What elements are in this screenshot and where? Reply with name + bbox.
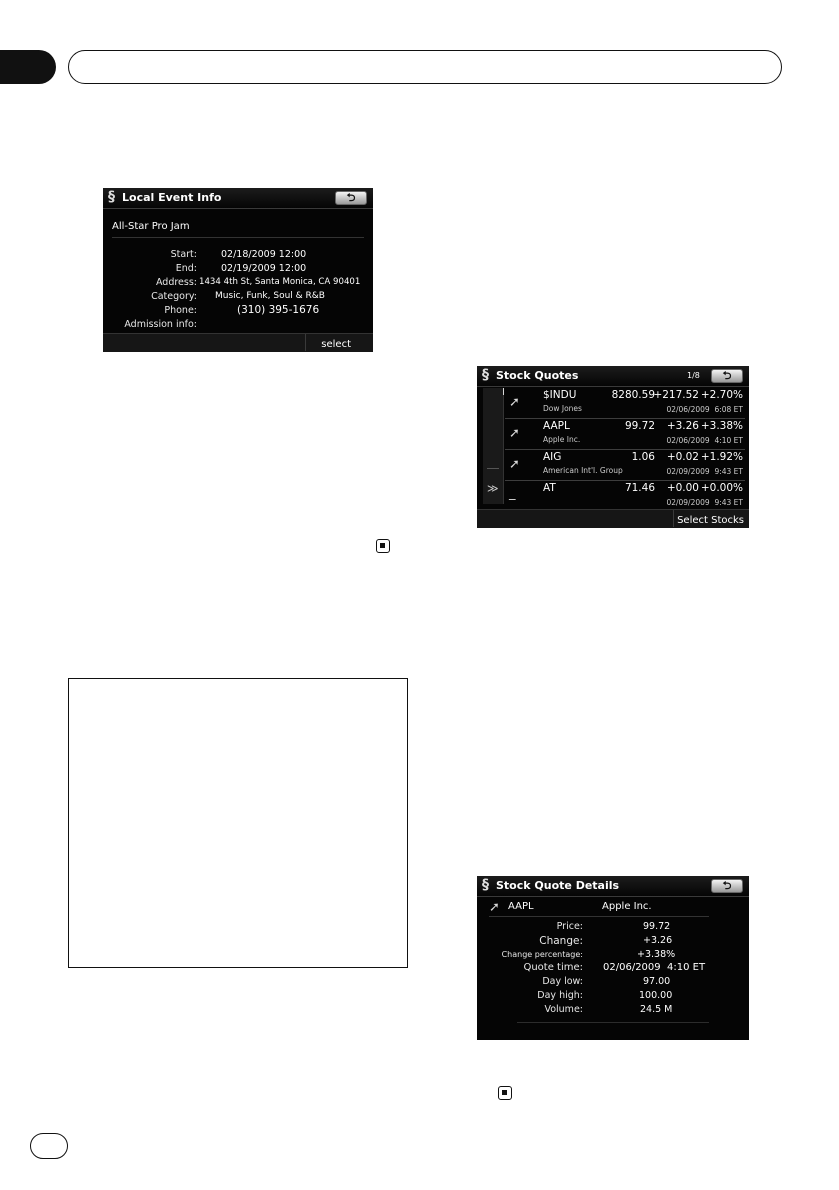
scrollbar[interactable] [483, 388, 504, 504]
field-label: End: [175, 263, 197, 274]
detail-label: Quote time: [523, 962, 583, 973]
detail-value: +3.26 [643, 935, 673, 946]
stock-change: +3.26 [666, 420, 699, 432]
detail-label: Volume: [544, 1004, 583, 1015]
title-bar [477, 876, 749, 897]
stock-date: 02/06/2009 [666, 436, 710, 445]
stock-percent: +0.00% [700, 482, 743, 494]
stock-symbol: AAPL [543, 420, 570, 432]
trend-up-arrow-icon: ➚ [509, 457, 520, 472]
stock-time: 6:08 ET [714, 405, 743, 414]
footer-bar [103, 333, 373, 352]
stock-price: 99.72 [624, 420, 655, 432]
field-label: Phone: [164, 305, 197, 316]
detail-value: +3.38% [637, 949, 676, 960]
stock-quote-details-screen [477, 876, 749, 1040]
back-button[interactable] [335, 191, 367, 205]
title-bar [103, 188, 373, 209]
back-button[interactable] [711, 879, 743, 893]
stock-time: 9:43 ET [714, 498, 743, 507]
back-button[interactable] [711, 369, 743, 383]
stock-name: Dow Jones [543, 404, 582, 413]
stock-percent: +1.92% [700, 451, 743, 463]
stock-date: 02/09/2009 [666, 467, 710, 476]
stock-symbol: $INDU [543, 389, 577, 401]
select-button[interactable]: select [321, 339, 351, 350]
field-label: Start: [170, 249, 197, 260]
stock-percent: +3.38% [700, 420, 743, 432]
detail-value: 24.5 M [640, 1004, 673, 1015]
stock-date: 02/06/2009 [666, 405, 710, 414]
event-name: All-Star Pro Jam [112, 221, 190, 232]
detail-value: 99.72 [643, 921, 671, 932]
field-value: 02/19/2009 12:00 [221, 263, 307, 274]
note-box [68, 678, 408, 968]
stock-row[interactable] [505, 388, 745, 419]
field-label: Address: [155, 277, 197, 288]
stock-percent: +2.70% [700, 389, 743, 401]
stock-datetime [666, 467, 743, 476]
language-badge [30, 1133, 68, 1159]
field-value: (310) 395-1676 [237, 304, 320, 316]
stock-time: 9:43 ET [714, 467, 743, 476]
stock-datetime [666, 436, 743, 445]
detail-value: 100.00 [639, 990, 673, 1001]
stock-symbol: AT [543, 482, 556, 494]
scroll-top-icon[interactable]: I [502, 387, 505, 398]
scroll-down-icon[interactable]: ≫ [487, 482, 499, 495]
screen-title: Local Event Info [122, 191, 222, 204]
detail-symbol: AAPL [508, 901, 534, 912]
trend-up-arrow-icon: ➚ [509, 426, 520, 441]
back-arrow-icon: ⮌ [722, 369, 732, 382]
field-label: Category: [151, 291, 197, 302]
back-arrow-icon: ⮌ [722, 879, 732, 892]
detail-label: Change: [539, 935, 583, 947]
stock-symbol: AIG [543, 451, 562, 463]
stock-name: American Int'l. Group [543, 466, 623, 475]
field-value: 02/18/2009 12:00 [221, 249, 307, 260]
s-logo-icon: § [482, 877, 489, 893]
trend-up-arrow-icon: ➚ [509, 395, 520, 410]
stock-row[interactable] [505, 419, 745, 450]
detail-value: 02/06/2009 4:10 ET [603, 962, 706, 973]
detail-label: Day high: [537, 990, 583, 1001]
field-label: Admission info: [124, 319, 197, 330]
field-value: Music, Funk, Soul & R&B [215, 291, 325, 301]
stock-row[interactable] [505, 450, 745, 481]
stock-date: 02/09/2009 [666, 498, 710, 507]
detail-label: Price: [556, 921, 583, 932]
screen-title: Stock Quotes [496, 369, 579, 382]
detail-name: Apple Inc. [602, 901, 652, 912]
stock-quotes-screen [477, 366, 749, 528]
chapter-tab [0, 50, 56, 84]
trend-flat-icon: _ [509, 486, 516, 501]
footer-bar [477, 509, 749, 528]
screen-title: Stock Quote Details [496, 879, 620, 892]
detail-label: Day low: [542, 976, 583, 987]
stock-change: +217.52 [653, 389, 699, 401]
stock-price: 1.06 [631, 451, 655, 463]
stock-name: Apple Inc. [543, 435, 581, 444]
detail-label: Change percentage: [501, 950, 583, 959]
local-event-info-screen [103, 188, 373, 352]
title-bar [477, 366, 749, 387]
page-indicator: 1/8 [687, 371, 700, 380]
chapter-header-bar [68, 50, 782, 84]
stock-datetime [666, 498, 743, 507]
stock-row[interactable] [505, 481, 745, 512]
s-logo-icon: § [108, 189, 115, 205]
field-value: 1434 4th St, Santa Monica, CA 90401 [199, 277, 361, 287]
stock-change: +0.02 [666, 451, 699, 463]
stock-time: 4:10 ET [714, 436, 743, 445]
stock-price: 8280.59 [611, 389, 655, 401]
detail-value: 97.00 [643, 976, 671, 987]
s-logo-icon: § [482, 367, 489, 383]
end-of-section-icon [498, 1086, 512, 1100]
stock-price: 71.46 [624, 482, 655, 494]
select-stocks-button[interactable]: Select Stocks [677, 515, 744, 526]
stock-change: +0.00 [666, 482, 699, 494]
trend-up-arrow-icon: ➚ [489, 900, 500, 915]
back-arrow-icon: ⮌ [346, 191, 356, 204]
end-of-section-icon [376, 539, 390, 553]
stock-datetime [666, 405, 743, 414]
